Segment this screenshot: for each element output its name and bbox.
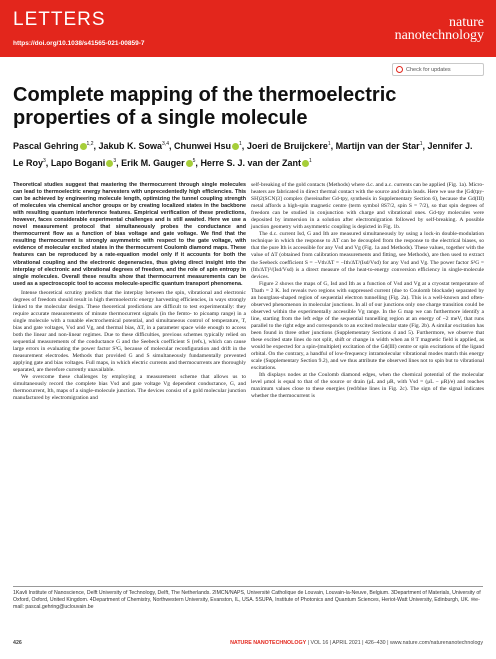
body-paragraph: Ith displays nodes at the Coulomb diamond edges, when the chemical potential of the molecular level μmol is equal to that of the source or drain (μL and μR, with Vsd = (μL − μR)/e) and reaches maximum values close to these energies (red/blue lines in Fig. 2c). The sign of the signal indicates whether the thermocurrent is [251,372,484,400]
author-name[interactable]: Lapo Bogani [50,158,106,168]
author-affiliation-ref: 3 [43,158,46,164]
author-name[interactable]: Pascal Gehring [13,141,79,151]
journal-logo [395,16,484,42]
author-affiliation-ref: 1,2 [86,141,94,147]
check-updates-button[interactable] [392,63,484,76]
author-name[interactable]: Jennifer J. Le Roy [13,141,473,168]
page-number: 426 [13,640,22,646]
body-paragraph: Figure 2 shows the maps of G, Isd and Ith as a function of Vsd and Vg at a cryostat temperature of Tbath = 2 K. Isd reveals two regions with suppressed current (due to Coulomb blockade) separated by an hourglass-shaped region of sequential electron tunnelling (Fig. 2a). This is a well-known and often-observed phenomenon in molecular junctions. In all of our junctions only one charge transition could be observed within the experimentally accessible Vg range. In the G map we can furthermore identify a line, starting from the left edge of the sequential tunnelling region at an energy of ~2 meV, that runs parallel to the right edge and corresponds to an excited molecular state (Fig. 2b). A similar excitation has been found in three other junctions (Supplementary Sections 4 and 5). Furthermore, we observe that these excited state lines do not split, shift or change in width when an 8 T magnetic field is applied, as would be expected for a spin-(multiplet) excitation of the Gd(III) centre or spin excitations of the ligand orbital. On the contrary, a handful of low-frequency intramolecular vibrational modes match this energy scale (Supplementary Section 9.2), and we thus attribute the observed lines not to spin but to vibrational excitations. [251,280,484,372]
author-name[interactable]: Erik M. Gauger [121,158,185,168]
journal-name-line1: nature [449,15,484,30]
author-affiliation-ref: 1 [419,141,423,147]
footer-volume: | VOL 16 | APRIL 2021 | 426–430 | www.nature.com/naturenanotechnology [307,640,483,646]
author-list: Pascal Gehring $^{1,2}$, Jakub K. Sowa$^{3,4}$, Chunwei Hsu $^1$, Joeri de Bruijckere$^1$, Martijn van der Star$^1$, Jennifer J. Le Roy$^3$, Lapo Bogani $^3$, Erik M. Gauger $^5$, Herre S. J. van der Zant $^1$ [13,141,473,168]
section-label: LETTERS [13,9,106,30]
author-name[interactable]: Martijn van der Star [335,141,420,151]
update-icon [396,66,403,73]
author-affiliation-ref: 1 [308,158,312,164]
right-column [251,182,484,400]
author-affiliation-ref: 5 [192,158,196,164]
orcid-icon[interactable] [186,160,193,167]
body-paragraph: self-breaking of the gold contacts (Methods) where d.c. and a.c. currents can be applied (Fig. 1a). Micro-heaters are fabricated in direct thermal contact with the source and drain leads. Here we use the [Gd(tpy-SH)2(SCN)3] complex (hereinafter Gd-tpy, synthesis in Supplementary Section 6), because the Gd(III) metal affords a high-spin magnetic centre (term symbol 8S7/2, spin S = 7/2), so that spin degrees of freedom can be studied in conjunction with charge and vibrational ones. Gd-tpy molecules were deposited by immersion in a solution after electromigration followed by self-breaking. A possible junction geometry with asymmetric coupling is depicted in Fig. 1b. [251,182,484,231]
article-title: Complete mapping of the thermoelectric properties of a single molecule [13,84,397,129]
footer-journal [230,640,483,646]
header-banner [0,0,496,57]
abstract: Theoretical studies suggest that mastering the thermocurrent through single molecules can lead to thermoelectric energy harvesters with unprecedentedly high efficiencies. This can be achieved by engineering molecule length, optimizing the tunnel coupling strength of molecules via chemical anchor groups or by creating localized states in the backbone with resulting quantum interference features. Empirical verification of these predictions, however, faces considerable experimental challenges and is still awaited. Here we use a novel measurement protocol that simultaneously probes the conductance and thermocurrent flow as a function of bias voltage and gate voltage. We find that the resulting thermocurrent is strongly asymmetric with respect to the gate voltage, with evidence of molecular excited states in the thermocurrent Coulomb diamond maps. These features can be reproduced by a rate-equation model only if it accounts for both the vibrational coupling and the electronic degeneracies, thus giving direct insight into the interplay of electronic and vibrational degrees of freedom, and the role of spin entropy in single molecules. Overall these results show that thermocurrent measurements can be used as a spectroscopic tool to access molecule-specific quantum transport phenomena. [13,182,246,287]
page-footer [13,640,483,646]
author-name[interactable]: Herre S. J. van der Zant [200,158,301,168]
body-paragraph: We overcome these challenges by employing a measurement scheme that allows us to simultaneously record the complete bias Vsd and gate voltage Vg dependent conductance, G, and thermocurrent, Ith, maps of a single-molecule junction. The devices consist of a gold molecular junction manufactured by electromigration and [13,374,246,402]
body-paragraph: Intense theoretical scrutiny predicts that the interplay between the spin, vibrational and electronic degrees of freedom should result in high thermoelectric energy harvesting efficiencies, in ways strongly linked to the molecular design. These theoretical predictions are difficult to test experimentally: they require accurate measurements of minute thermocurrent signals (in the femto- to picoamp range) in a single molecule with a tunable electrochemical potential, and simultaneous control of temperature, T, bias and gate voltages, Vsd and Vg, and thermal bias, ΔT, in a parameter space wide enough to access both the linear and non-linear regimes. Due to these difficulties, previous schemes typically relied on sequential measurements of the conductance G and the Seebeck coefficient S (refs.), which can cause large errors in evaluating the power factor S²G, because of molecular reconfiguration and drift in the measurement electrodes. Methods that provided G and S simultaneously fundamentally prevented applying gate and bias voltages. Full maps, in which electric currents and thermocurrents are thoroughly separated, are therefore currently unavailable. [13,289,246,374]
journal-name-line2: nanotechnology [394,28,484,43]
left-column [13,182,246,402]
author-affiliation-ref: 3 [113,158,117,164]
author-affiliation-ref: 1 [327,141,331,147]
check-updates-label: Check for updates [406,66,451,73]
orcid-icon[interactable] [232,143,239,150]
affiliations: 1Kavli Institute of Nanoscience, Delft University of Technology, Delft, The Netherlands. 2IMCN/NAPS, Université Catholique de Louvain, Louvain-la-Neuve, Belgium. 3Department of Materials, University of Oxford, Oxford, United Kingdom. 4Department of Chemistry, Northwestern University, Evanston, IL, USA. 5SUPA, Institute of Photonics and Quantum Sciences, Heriot-Watt University, Edinburgh, UK. ✉e-mail: pascal.gehring@uclouvain.be [13,590,481,610]
author-name[interactable]: Chunwei Hsu [174,141,232,151]
doi-link[interactable]: https://doi.org/10.1038/s41565-021-00859-7 [13,40,145,47]
orcid-icon[interactable] [80,143,87,150]
author-name[interactable]: Joeri de Bruijckere [246,141,328,151]
affiliation-divider [13,586,483,587]
orcid-icon[interactable] [302,160,309,167]
author-affiliation-ref: 3,4 [162,141,169,147]
author-name[interactable]: Jakub K. Sowa [98,141,163,151]
footer-journal-name: NATURE NANOTECHNOLOGY [230,640,307,646]
body-paragraph: The d.c. current Isd, G and Ith are measured simultaneously by using a lock-in double-modulation technique in which the response to ΔT can be decoupled from the response to the electrical biases, so that the pure Ith is accessible for any Vsd and Vg (Fig. 1a and Methods). These values, together with the value of ΔT (obtained from calibration measurements and fitting, see Methods), are then used to extract the Seebeck coefficient S = −Vth/ΔT = −Ith/ΔT/(Isd/Vsd) for any Vsd and Vg. The power factor S²G = (Ith/ΔT)²/(Isd/Vsd) is a direct measure of the heat-to-energy conversion efficiency in single-molecule devices. [251,231,484,280]
author-affiliation-ref: 1 [239,141,242,147]
